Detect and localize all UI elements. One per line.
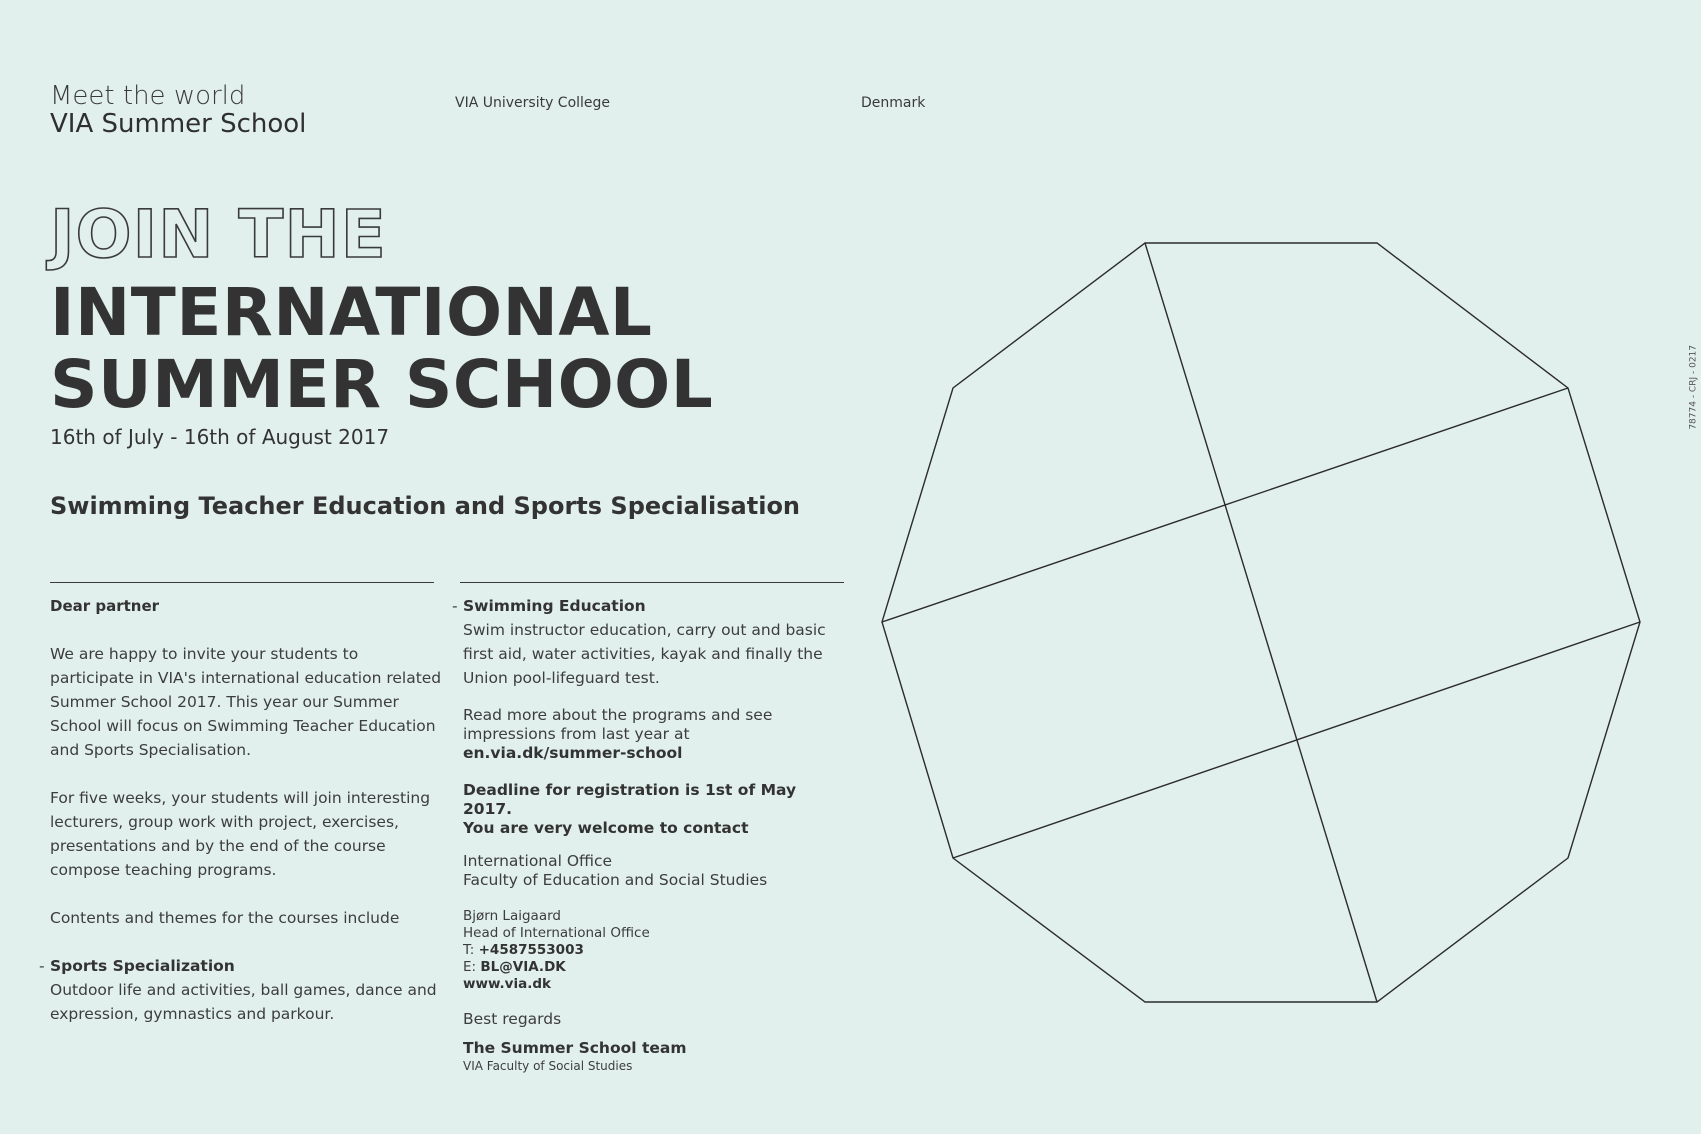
email-label: E:	[463, 959, 477, 975]
phone-label: T:	[463, 942, 475, 958]
greeting: Dear partner	[50, 597, 160, 615]
contents-paragraph: Contents and themes for the courses include	[50, 909, 400, 927]
list-item-text: Outdoor life and activities, ball games, dance and expression, gymnastics and parkour.	[50, 981, 437, 1023]
list-dash: -	[452, 597, 458, 615]
contact-name: Bjørn Laigaard	[463, 908, 561, 924]
college-name: VIA University College	[455, 95, 611, 111]
read-more-text: Read more about the programs and see impressions from last year at	[463, 706, 773, 743]
program-subtitle: Swimming Teacher Education and Sports Specialisation	[50, 492, 801, 520]
print-code: 78774 - CRJ - 0217	[1689, 345, 1699, 430]
office-name: International Office	[463, 852, 613, 870]
summer-school-link[interactable]: en.via.dk/summer-school	[463, 744, 683, 762]
team-signature: The Summer School team	[463, 1039, 687, 1057]
hero-heading-line3: SUMMER SCHOOL	[50, 346, 714, 423]
regards-text: Best regards	[463, 1010, 562, 1028]
decagon-line-b	[882, 388, 1568, 622]
deadline-text: Deadline for registration is 1st of May 2017.	[463, 781, 797, 818]
weeks-paragraph: For five weeks, your students will join interesting lecturers, group work with project, exercises, presentations and by the end of the course compose teaching programs.	[50, 789, 431, 879]
list-item-title: Swimming Education	[463, 597, 646, 615]
brand-name: VIA Summer School	[50, 109, 307, 139]
team-subtitle: VIA Faculty of Social Studies	[463, 1059, 633, 1073]
hero-heading-line2: INTERNATIONAL	[50, 274, 653, 351]
list-item-title: Sports Specialization	[50, 957, 235, 975]
contact-role: Head of International Office	[463, 925, 650, 941]
country-name: Denmark	[861, 95, 926, 111]
event-dates: 16th of July - 16th of August 2017	[50, 425, 390, 449]
list-item-text: Swim instructor education, carry out and basic first aid, water activities, kayak and finally the Union pool-lifeguard test.	[463, 621, 826, 687]
intro-paragraph: We are happy to invite your students to participate in VIA's international education related Summer School 2017. This year our Summer School will focus on Swimming Teacher Education and Sports Specialisation.	[50, 645, 442, 759]
email-address[interactable]: BL@VIA.DK	[480, 959, 566, 975]
faculty-name: Faculty of Education and Social Studies	[463, 871, 768, 889]
hero-outline-heading: JOIN THE	[50, 196, 387, 273]
contact-invite: You are very welcome to contact	[463, 819, 749, 837]
tagline: Meet the world	[50, 81, 246, 111]
website-link[interactable]: www.via.dk	[463, 976, 551, 992]
decagon-line-a	[1145, 243, 1377, 1002]
decagon-line-c	[953, 622, 1640, 858]
list-dash: -	[39, 957, 45, 975]
phone-number[interactable]: +4587553003	[478, 942, 584, 958]
